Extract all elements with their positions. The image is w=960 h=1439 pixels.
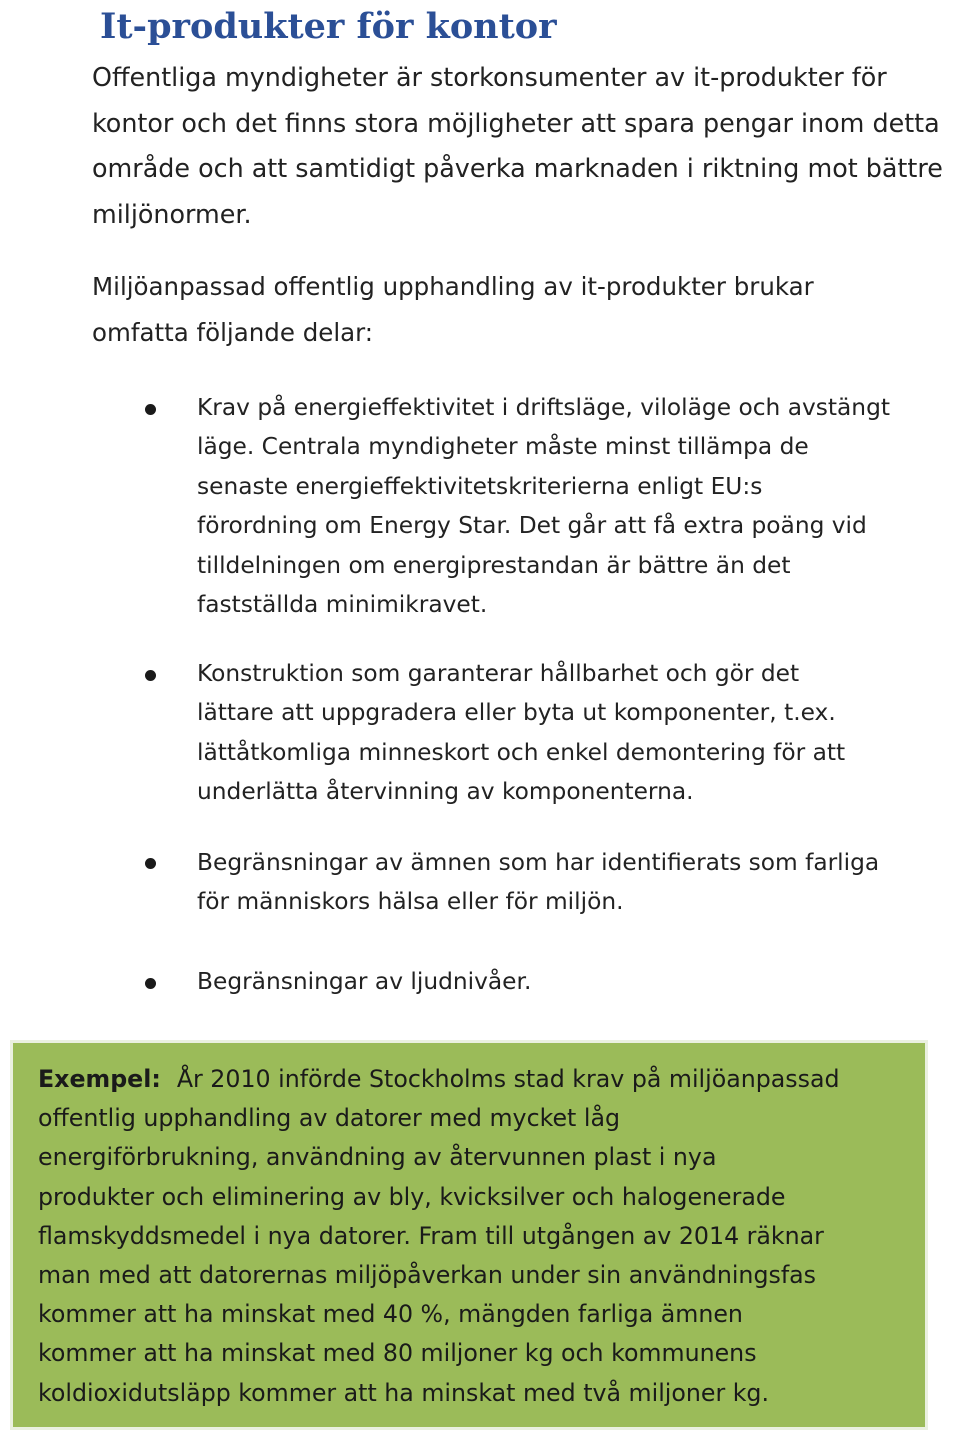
- intro-line: Offentliga myndigheter är storkonsumenter av it-produkter för: [92, 62, 887, 92]
- list-item-line: fastställda minimikravet.: [197, 591, 488, 619]
- list-item-line: förordning om Energy Star. Det går att få extra poäng vid: [197, 512, 867, 540]
- list-item-line: Konstruktion som garanterar hållbarhet och gör det: [197, 660, 800, 687]
- list-item-line: tilldelningen om energiprestandan är bättre än det: [197, 551, 791, 579]
- lead-line: omfatta följande delar:: [92, 318, 374, 347]
- list-item-line: lättare att uppgradera eller byta ut komponenter, t.ex.: [197, 699, 836, 727]
- example-label: Exempel:: [38, 1065, 161, 1093]
- list-item-line: Begränsningar av ämnen som har identifierats som farliga: [197, 849, 880, 876]
- list-item-line: senaste energieffektivitetskriterierna enligt EU:s: [197, 472, 763, 500]
- example-line: flamskyddsmedel i nya datorer. Fram till utgången av 2014 räknar: [38, 1221, 824, 1250]
- intro-paragraph: [92, 55, 960, 237]
- bullet-icon: [145, 978, 156, 989]
- example-line: kommer att ha minskat med 80 miljoner kg och kommunens: [38, 1339, 757, 1368]
- list-item-line: underlätta återvinning av komponenterna.: [197, 778, 694, 806]
- lead-paragraph: [92, 264, 814, 356]
- list-item-line: läge. Centrala myndigheter måste minst tillämpa de: [197, 433, 809, 461]
- example-first-line: [38, 1060, 928, 1099]
- example-line: man med att datorernas miljöpåverkan under sin användningsfas: [38, 1261, 817, 1290]
- example-text: [38, 1060, 928, 1413]
- list-item-line: Krav på energieffektivitet i driftsläge, viloläge och avstängt: [197, 394, 890, 421]
- list-item-line: för människors hälsa eller för miljön.: [197, 888, 624, 916]
- example-line: energiförbrukning, användning av återvunnen plast i nya: [38, 1143, 717, 1172]
- example-line: produkter och eliminering av bly, kvicksilver och halogenerade: [38, 1182, 786, 1211]
- list-item-text: [197, 843, 960, 922]
- list-item-text: [197, 388, 960, 624]
- example-box: [10, 1040, 928, 1430]
- page-title: It-produkter för kontor: [100, 6, 557, 47]
- example-line: kommer att ha minskat med 40 %, mängden farliga ämnen: [38, 1300, 743, 1329]
- bullet-icon: [145, 404, 156, 415]
- bullet-icon: [145, 670, 156, 681]
- intro-line: miljönormer.: [92, 198, 252, 229]
- bullet-icon: [145, 858, 156, 869]
- list-item-text: [197, 654, 960, 812]
- list-item-text: [197, 962, 960, 1001]
- lead-line: Miljöanpassad offentlig upphandling av it-produkter brukar: [92, 272, 814, 301]
- list-item-line: lättåtkomliga minneskort och enkel demontering för att: [197, 738, 846, 766]
- intro-line: kontor och det finns stora möjligheter att spara pengar inom detta: [92, 107, 940, 138]
- example-line: År 2010 införde Stockholms stad krav på miljöanpassad: [176, 1065, 840, 1093]
- list-item-line: Begränsningar av ljudnivåer.: [197, 968, 532, 995]
- example-line: koldioxidutsläpp kommer att ha minskat med två miljoner kg.: [38, 1378, 769, 1407]
- example-line: offentlig upphandling av datorer med mycket låg: [38, 1104, 620, 1133]
- intro-line: område och att samtidigt påverka marknaden i riktning mot bättre: [92, 153, 943, 183]
